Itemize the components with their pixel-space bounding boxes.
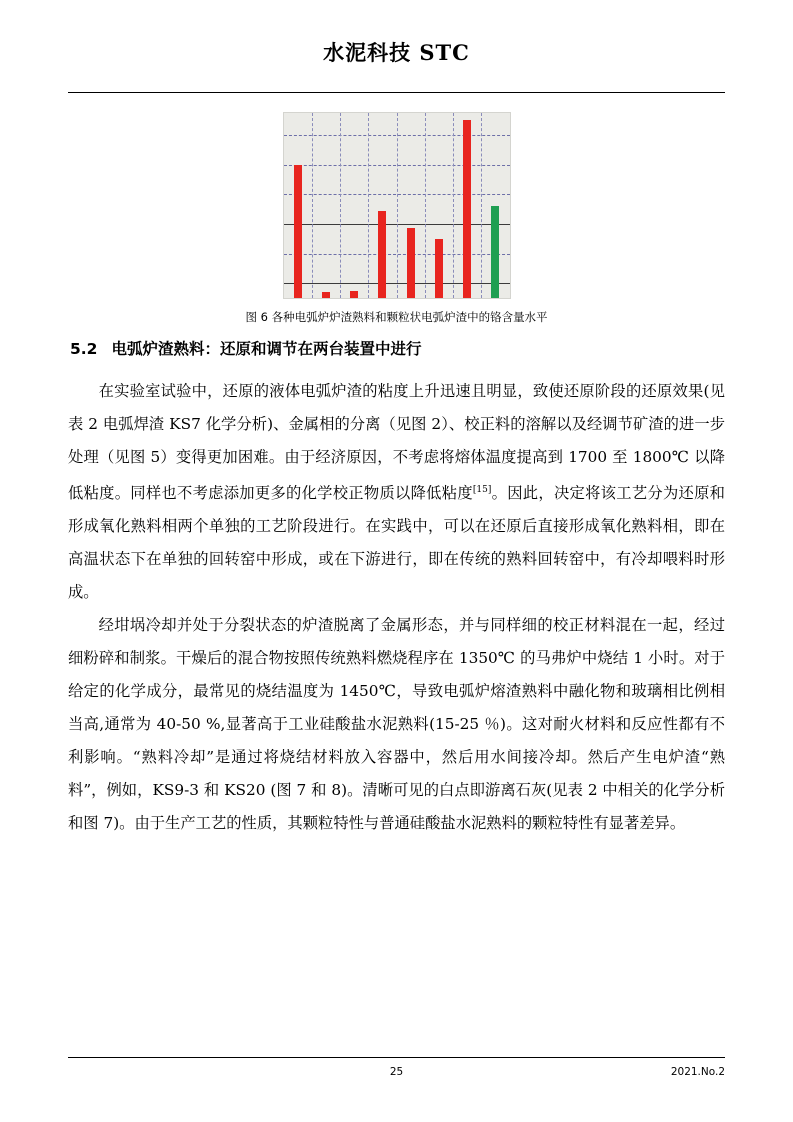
page-number: 25 [389,1066,404,1078]
chart-category-divider [481,113,482,298]
page-header [68,40,725,65]
chart-bar [294,165,302,298]
chart-category-divider [453,113,454,298]
paragraph-1: 在实验室试验中，还原的液体电弧炉渣的粘度上升迅速且明显，致使还原阶段的还原效果(见表 2 电弧焊渣 KS7 化学分析)、金属相的分离（见图 2）、校正料的溶解以及经调节矿渣的进一步处理（见图 5）变得更加困难。由于经济原因，不考虑将熔体温度提高到 1700 至 1800℃ 以降低粘度。同样也不考虑添加更多的化学校正物质以降低粘度[15]。因此，决定将该工艺分为还原和形成氧化熟料相两个单独的工艺阶段进行。在实践中，可以在还原后直接形成氧化熟料相，即在高温状态下在单独的回转窑中形成，或在下游进行，即在传统的熟料回转窑中，有冷却喂料时形成。 [68,382,725,602]
header-divider [68,92,725,93]
chart-category-divider [312,113,313,298]
chart-category-divider [397,113,398,298]
section-title: 电弧炉渣熟料：还原和调节在两台装置中进行 [111,340,422,358]
section-number: 5.2 [70,340,98,358]
chart-bar [407,228,415,298]
chart-bar [322,292,330,298]
paragraph-2: 经坩埚冷却并处于分裂状态的炉渣脱离了金属形态，并与同样细的校正材料混在一起，经过细粉碎和制浆。干燥后的混合物按照传统熟料燃烧程序在 1350℃ 的马弗炉中烧结 1 小时。对于给定的化学成分，最常见的烧结温度为 1450℃，导致电弧炉熔渣熟料中融化物和玻璃相比例相当高,通常为 40-50 %,显著高于工业硅酸盐水泥熟料(15-25 ％)。这对耐火材料和反应性都有不利影响。“熟料冷却”是通过将烧结材料放入容器中，然后用水间接冷却。然后产生电炉渣“熟料”，例如，KS9-3 和 KS20 (图 7 和 8)。清晰可见的白点即游离石灰(见表 2 中相关的化学分析和图 7)。由于生产工艺的性质，其颗粒特性与普通硅酸盐水泥熟料的颗粒特性有显著差异。 [68,616,725,833]
bar-chart [283,112,511,299]
chart-bar [463,120,471,298]
issue-label: 2021.No.2 [670,1066,725,1078]
chart-bar [350,291,358,298]
figure-caption: 图 6 各种电弧炉炉渣熟料和颗粒状电弧炉渣中的铬含量水平 [245,310,548,324]
section-heading [68,338,725,361]
article-content [68,338,725,840]
chart-bar [435,239,443,298]
chart-bar [378,211,386,298]
chart-bar [491,206,499,299]
page-footer [68,1066,725,1082]
footer-divider [68,1057,725,1058]
figure-block [0,112,793,325]
journal-title: 水泥科技 STC [323,40,470,65]
chart-category-divider [368,113,369,298]
reference-marker: [15] [472,485,492,496]
chart-category-divider [340,113,341,298]
chart-category-divider [425,113,426,298]
chart-plot-area [284,113,510,298]
